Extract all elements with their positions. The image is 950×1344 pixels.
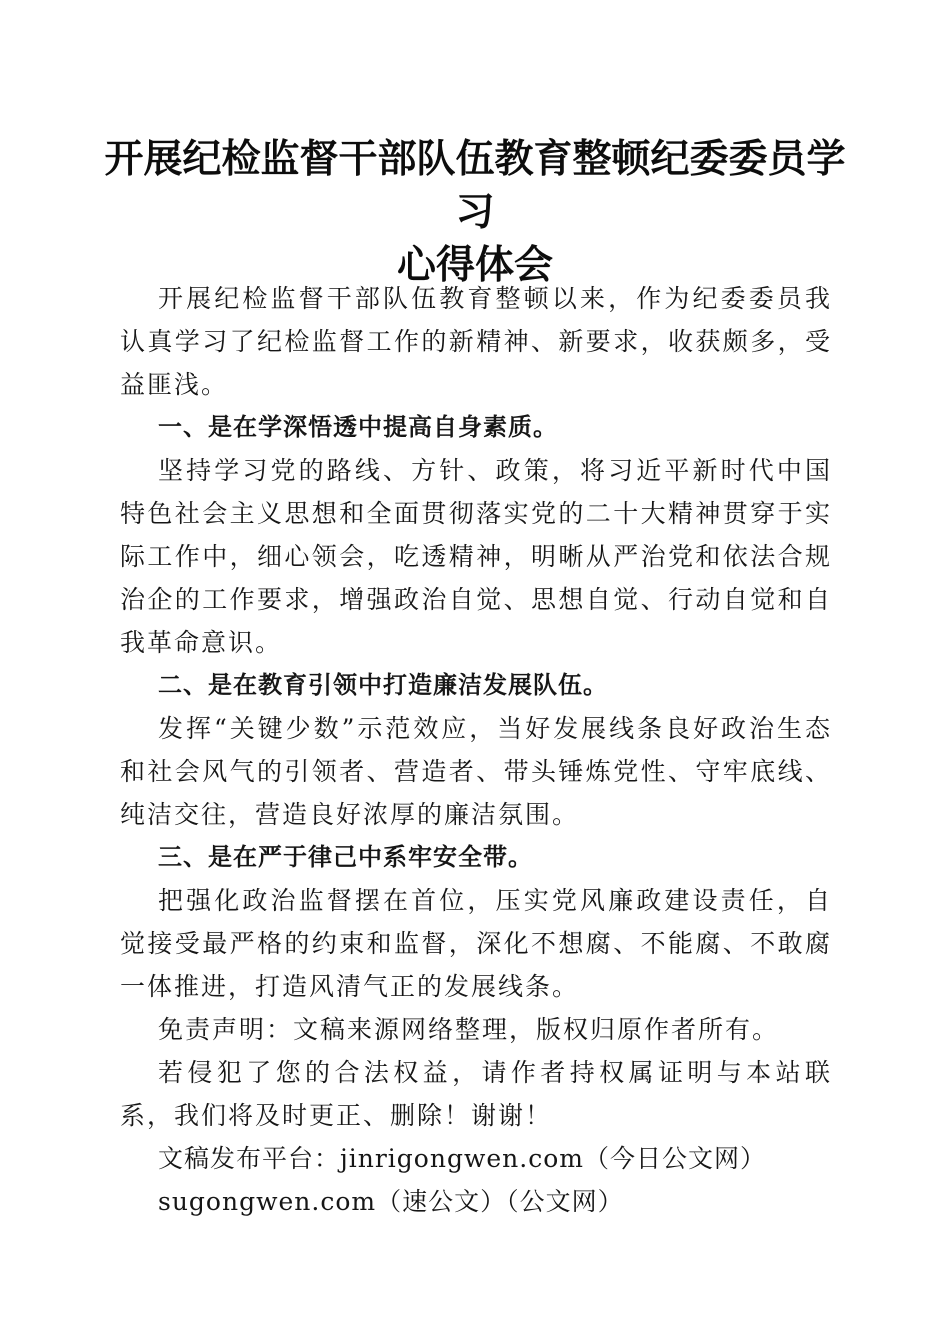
title-line-2: 心得体会 bbox=[396, 242, 553, 288]
intro-paragraph: 开展纪检监督干部队伍教育整顿以来，作为纪委委员我认真学习了纪检监督工作的新精神、新要求，收获颇多，受益匪浅。 bbox=[120, 284, 832, 399]
section-paragraph-2: 发挥“关键少数”示范效应，当好发展线条良好政治生态和社会风气的引领者、营造者、带头锤炼党性、守牢底线、纯洁交往，营造良好浓厚的廉洁氛围。 bbox=[120, 714, 832, 829]
section-paragraph-1: 坚持学习党的路线、方针、政策，将习近平新时代中国特色社会主义思想和全面贯彻落实党的二十大精神贯穿于实际工作中，细心领会，吃透精神，明晰从严治党和依法合规治企的工作要求，增强政治自觉、思想自觉、行动自觉和自我革命意识。 bbox=[120, 456, 832, 657]
disclaimer-paragraph: 免责声明：文稿来源网络整理，版权归原作者所有。 bbox=[158, 1015, 780, 1044]
section-heading-1: 一、是在学深悟透中提高自身素质。 bbox=[158, 413, 558, 441]
title-line-1: 开展纪检监督干部队伍教育整顿纪委委员学习 bbox=[104, 136, 846, 235]
document-body bbox=[120, 277, 832, 1223]
platform-line-1: 文稿发布平台：jinrigongwen.com（今日公文网） bbox=[158, 1144, 766, 1173]
section-heading-2: 二、是在教育引领中打造廉洁发展队伍。 bbox=[158, 671, 608, 699]
notice-paragraph: 若侵犯了您的合法权益，请作者持权属证明与本站联系，我们将及时更正、删除！谢谢！ bbox=[120, 1058, 832, 1130]
section-heading-3: 三、是在严于律己中系牢安全带。 bbox=[158, 843, 533, 871]
section-paragraph-3: 把强化政治监督摆在首位，压实党风廉政建设责任，自觉接受最严格的约束和监督，深化不想腐、不能腐、不敢腐一体推进，打造风清气正的发展线条。 bbox=[120, 886, 832, 1001]
document-title bbox=[100, 133, 850, 292]
platform-line-2: sugongwen.com（速公文）（公文网） bbox=[158, 1187, 624, 1216]
